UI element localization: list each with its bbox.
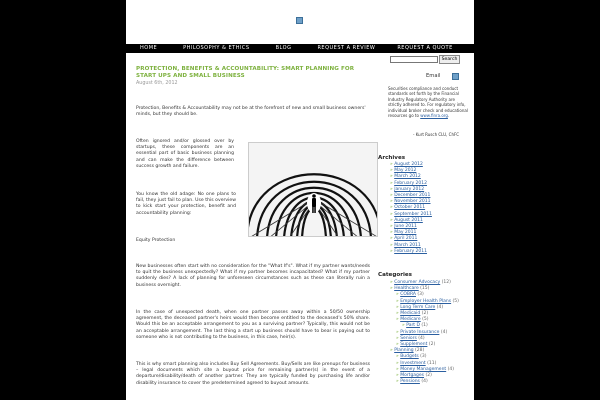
post-paragraph: In the case of unexpected death, when one partner passes away within a 50/50 ownership agreement, the deceased partner's heirs would then become entitled to the deceased's 50% share. Would this be an acceptable arrangement to you as a surviving partner? Typically, this would not be an acceptable arrangement. The last thing a start up business should have to bear is paying out to someone who is not contributing to the business, in this case, heir(s). (136, 310, 370, 340)
archive-item: » August 2012 (390, 162, 423, 167)
category-item: » Seniors (4) (396, 335, 425, 341)
search-button[interactable]: Search (439, 55, 460, 64)
category-link[interactable]: Money Management (400, 366, 447, 372)
archives-list (378, 162, 432, 255)
category-item: » Medicare (5) (396, 317, 429, 323)
archive-item: » January 2012 (390, 186, 425, 192)
category-count: (4) (446, 366, 454, 372)
post-paragraph: Protection, Benefits & Accountability may not be at the forefront of new and small business owners' minds, but they should be. (136, 106, 366, 118)
page (126, 0, 474, 400)
post-image-tunnel (248, 142, 378, 237)
archive-item: » March 2012 (390, 174, 421, 180)
category-link[interactable]: Employer Health Plans (400, 298, 452, 304)
categories-list (378, 280, 459, 385)
category-link[interactable]: Medicaid (400, 311, 421, 317)
category-count: (1) (419, 323, 428, 329)
category-count: (15) (418, 286, 430, 292)
category-link[interactable]: Mortgages (400, 373, 425, 379)
email-icon[interactable] (452, 73, 459, 80)
category-count: (2) (427, 342, 436, 348)
archive-link[interactable]: August 2012 (394, 162, 423, 167)
archive-link[interactable]: September 2011 (394, 211, 432, 217)
main-nav (126, 44, 474, 53)
category-link[interactable]: COBRA (400, 292, 416, 298)
archive-item: » February 2011 (390, 248, 428, 254)
category-count: (2) (420, 311, 429, 317)
post-paragraph: New businesses often start with no consideration for the "What If's". What if my partner wants/needs to quit the business unexpectedly? What if my partner becomes incapacitated? What if my partner suddenly dies? A lack of planning for unforeseen circumstances such as these can literally ruin a business overnight. (136, 264, 370, 288)
archive-link[interactable]: December 2011 (394, 193, 431, 199)
nav-philosophy-ethics[interactable]: PHILOSOPHY & ETHICS (183, 45, 250, 51)
post-paragraph: You know the old adage: No one plans to fail, they just fail to plan. Use this overview to kick start your protection, benefit and accountability planning: (136, 192, 236, 216)
category-count: (28) (413, 348, 425, 354)
category-link[interactable]: Medicare (400, 317, 421, 323)
category-count: (3) (415, 292, 424, 298)
category-count: (4) (419, 379, 428, 385)
category-count: (2) (424, 373, 432, 379)
post-title[interactable]: PROTECTION, BENEFITS & ACCOUNTABILITY: SMART PLANNING FOR START UPS AND SMALL BUSINESS (136, 66, 355, 79)
category-count: (12) (440, 280, 451, 285)
categories-title: Categories (378, 272, 412, 278)
category-link[interactable]: Seniors (400, 335, 417, 341)
category-item: » Money Management (4) (396, 366, 454, 372)
archive-link[interactable]: June 2011 (394, 224, 417, 230)
archive-link[interactable]: March 2012 (394, 174, 421, 180)
archive-link[interactable]: January 2012 (394, 186, 425, 192)
category-count: (5) (420, 317, 429, 323)
category-item: » Planning (28) (390, 348, 425, 354)
nav-home[interactable]: HOME (140, 45, 158, 51)
category-item: » Part D (1) (402, 323, 428, 329)
category-item: » Medicaid (2) (396, 311, 429, 317)
archive-item: » February 2012 (390, 180, 428, 186)
category-link[interactable]: Planning (394, 348, 414, 354)
archive-link[interactable]: November 2011 (394, 199, 431, 205)
archive-item: » November 2011 (390, 199, 431, 205)
category-item: » Budgets (3) (396, 354, 427, 360)
category-count: (4) (439, 329, 448, 335)
category-item: » Employer Health Plans (5) (396, 298, 459, 304)
category-count: (4) (416, 335, 425, 341)
post (136, 66, 370, 386)
category-link[interactable]: Investment (400, 360, 426, 366)
category-link[interactable]: Budgets (400, 354, 419, 360)
signature: - Kurt Rusch CLU, ChFC (413, 132, 460, 137)
archive-link[interactable]: May 2011 (394, 230, 417, 236)
archive-link[interactable]: February 2011 (394, 248, 428, 254)
nav-request-review[interactable]: REQUEST A REVIEW (317, 45, 376, 51)
post-subheading: Equity Protection (136, 238, 176, 243)
search-input[interactable] (390, 56, 438, 63)
archive-item: » October 2011 (390, 205, 426, 211)
disclaimer-text: Securities compliance and conduct standards set forth by the Financial Industry Regulatory Authority are strictly adhered to. For regulatory info, individual broker check and educational resources go to www.finra.org. (388, 86, 468, 119)
category-count: (3) (418, 354, 427, 360)
site-logo-icon[interactable] (296, 17, 303, 24)
category-link[interactable]: Consumer Advocacy (394, 280, 441, 285)
category-item: » Private Insurance (4) (396, 329, 448, 335)
finra-link[interactable]: www.finra.org (420, 113, 448, 119)
archive-link[interactable]: April 2011 (394, 236, 418, 242)
disclaimer-body: Securities compliance and conduct standards set forth by the Financial Industry Regulatory Authority are strictly adhered to. For regulatory info, individual broker check and educational resources go to (388, 86, 468, 119)
nav-request-quote[interactable]: REQUEST A QUOTE (397, 45, 453, 51)
archive-link[interactable]: August 2011 (394, 217, 423, 223)
archive-item: » August 2011 (390, 217, 423, 223)
archive-item: » April 2011 (390, 236, 418, 242)
category-link[interactable]: Private Insurance (400, 329, 440, 335)
category-item: » Investment (11) (396, 360, 437, 366)
category-count: (11) (425, 360, 437, 366)
archives-title: Archives (378, 155, 406, 161)
category-link[interactable]: Supplement (400, 342, 428, 348)
post-paragraph: This is why smart planning also includes Buy Sell Agreements. Buy/Sells are like prenups for business – legal documents which site a buyout price for remaining partner(s) in the event of a departure/disability/death of another partner. They are typically funded by purchasing life and/or disability insurance to cover the predetermined agreed to buyout amounts. (136, 362, 370, 386)
category-item: » Consumer Advocacy (12) (390, 280, 451, 285)
archive-item: » March 2011 (390, 242, 421, 248)
archive-item: » December 2011 (390, 193, 431, 199)
category-count: (5) (451, 298, 459, 304)
archive-item: » September 2011 (390, 211, 432, 217)
category-link[interactable]: Healthcare (394, 286, 419, 292)
category-link[interactable]: Long Term Care (400, 304, 436, 310)
category-item: » Supplement (2) (396, 342, 436, 348)
archive-item: » June 2011 (390, 224, 417, 230)
email-label: Email (426, 73, 441, 79)
archive-item: » May 2012 (390, 168, 417, 174)
archive-link[interactable]: May 2012 (394, 168, 417, 174)
archive-link[interactable]: March 2011 (394, 242, 421, 248)
category-item: » COBRA (3) (396, 292, 424, 298)
category-count: (4) (435, 304, 444, 310)
archive-link[interactable]: October 2011 (394, 205, 426, 211)
archive-item: » May 2011 (390, 230, 417, 236)
post-date: August 6th, 2012 (136, 81, 178, 86)
category-link[interactable]: Part D (406, 323, 420, 329)
category-item: » Pensions (4) (396, 379, 428, 385)
category-item: » Long Term Care (4) (396, 304, 444, 310)
nav-blog[interactable]: BLOG (275, 45, 292, 51)
category-item: » Mortgages (2) (396, 373, 432, 379)
archive-link[interactable]: February 2012 (394, 180, 428, 186)
post-paragraph: Often ignored and/or glossed over by startups, these components are an essential part of basic business planning and can make the difference between success growth and failure. (136, 139, 234, 169)
category-item: » Healthcare (15) (390, 286, 430, 292)
category-link[interactable]: Pensions (400, 379, 420, 385)
